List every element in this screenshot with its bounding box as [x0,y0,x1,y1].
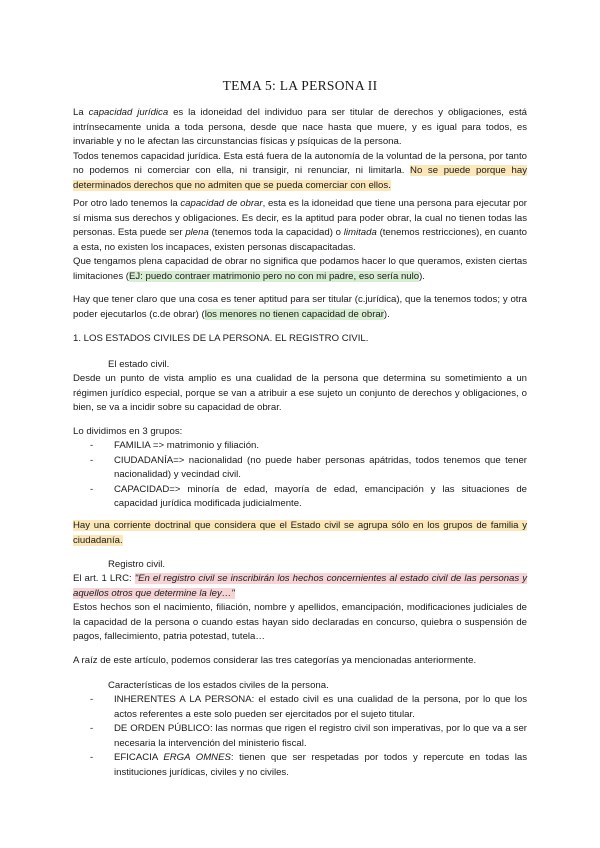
highlight-yellow: Hay una corriente doctrinal que considera que el Estado civil se agrupa sólo en los grupos de familia y ciudadanía. [73,520,527,546]
text: Que tengamos plena capacidad de obrar no significa que podamos hacer lo que queramos, existen ciertas limitaciones ( [73,256,527,282]
page-title: TEMA 5: LA PERSONA II [222,78,378,93]
paragraph-capacidad-obrar [73,197,527,285]
text: es la idoneidad del individuo para ser titular de derechos y obligaciones, está intrínsecamente unida a toda persona, desde que nace hasta que muere, y es igual para todos, es invariable y no le afectan las circunstancias físicas y psíquicas de la persona. [73,107,528,148]
paragraph-hechos: Estos hechos son el nacimiento, filiación, nombre y apellidos, emancipación, modificaciones judiciales de la capacidad de la persona o cuando estas hayan sido declaradas en concurso, quiebra o suspensión de pagos, fallecimiento, patria potestad, tutela… [73,602,527,643]
text: El art. 1 LRC: [73,573,135,584]
text: (tenemos restricciones), en cuanto a esta, no existen los incapaces, existen personas discapacitadas. [73,227,527,253]
list-item: - CAPACIDAD=> minoría de edad, mayoría de edad, emancipación y las situaciones de capacidad jurídica modificada judicialmente. [90,483,527,510]
text: Por otro lado tenemos la [73,198,181,209]
highlight-green: EJ: puedo contraer matrimonio pero no con mi padre, eso sería nulo [128,270,420,282]
caracteristicas-list [90,693,527,781]
text: ). [383,308,390,320]
text: , esta es la idoneidad que tiene una persona para ejecutar por sí misma sus derechos y obligaciones. Es decir, es la aptitud para poder obrar, la cual no tienen todas las personas. Esta puede ser [73,198,528,239]
italic-term: ERGA OMNES [163,752,231,764]
subheading-registro-civil: Registro civil. [108,559,166,570]
paragraph-estado-civil: Desde un punto de vista amplio es una cualidad de la persona que determina su sometimiento a un régimen jurídico especial, porque se van a atribuir a ese sujeto un conjunto de derechos y obligaciones, o bien, se va a incidir sobre su capacidad de obrar. [73,373,527,414]
highlight-pink-quote: "En el registro civil se inscribirán los hechos concernientes al estado civil de las personas y aquellos otros que determine la ley…" [73,573,528,599]
list-item: - INHERENTES A LA PERSONA: el estado civil es una cualidad de la persona, por lo que los actos referentes a este solo pueden ser ejercitados por el sujeto titular. [90,694,527,720]
italic-term: capacidad jurídica [88,107,169,118]
list-item: - EFICACIA ERGA OMNES: tienen que ser respetadas por todos y repercute en todas las instituciones jurídicas, civiles y no civiles. [90,752,528,778]
list-item: - CIUDADANÍA=> nacionalidad (no puede haber personas apátridas, todos tenemos que tener nacionalidad) y vecindad civil. [90,454,527,481]
subheading-caracteristicas: Características de los estados civiles de la persona. [108,680,329,691]
highlight-yellow: No se puede porque hay determinados derechos que no admiten que se pueda comerciar con ellos. [73,165,528,191]
text: ). [419,270,425,282]
paragraph-grupos-intro: Lo dividimos en 3 grupos: [73,426,183,437]
paragraph-capacidad-juridica [73,106,527,194]
paragraph-a-raiz: A raíz de este artículo, podemos considerar las tres categorías ya mencionadas anteriormente. [73,655,477,666]
groups-list [90,439,527,512]
highlight-green: los menores no tienen capacidad de obrar [204,308,384,320]
paragraph-art-1-lrc [73,572,527,601]
text: Todos tenemos capacidad jurídica. Esta está fuera de la autonomía de la voluntad de la persona, por tanto no podemos ni comerciar con ella, ni transigir, ni renunciar, ni limitarla. [73,150,527,177]
paragraph-aptitud [73,293,527,322]
text: (tenemos toda la capacidad) o [208,227,344,239]
list-item: - DE ORDEN PÚBLICO: las normas que rigen el registro civil son imperativas, por lo que va a ser necesaria la intervención del ministerio fiscal. [90,723,527,749]
text: La [73,107,89,118]
section-heading: 1. LOS ESTADOS CIVILES DE LA PERSONA. EL REGISTRO CIVIL. [73,333,369,344]
paragraph-corriente-doctrinal [73,519,527,548]
italic-term: plena [185,227,209,239]
list-item: - FAMILIA => matrimonio y filiación. [90,440,260,451]
italic-term: capacidad de obrar [180,198,263,209]
subheading-estado-civil: El estado civil. [108,359,170,370]
text: Hay que tener claro que una cosa es tener aptitud para ser titular (c.jurídica), que la tenemos todos; y otra poder ejecutarlos (c.de obrar) ( [73,294,527,320]
italic-term: limitada [343,227,377,239]
